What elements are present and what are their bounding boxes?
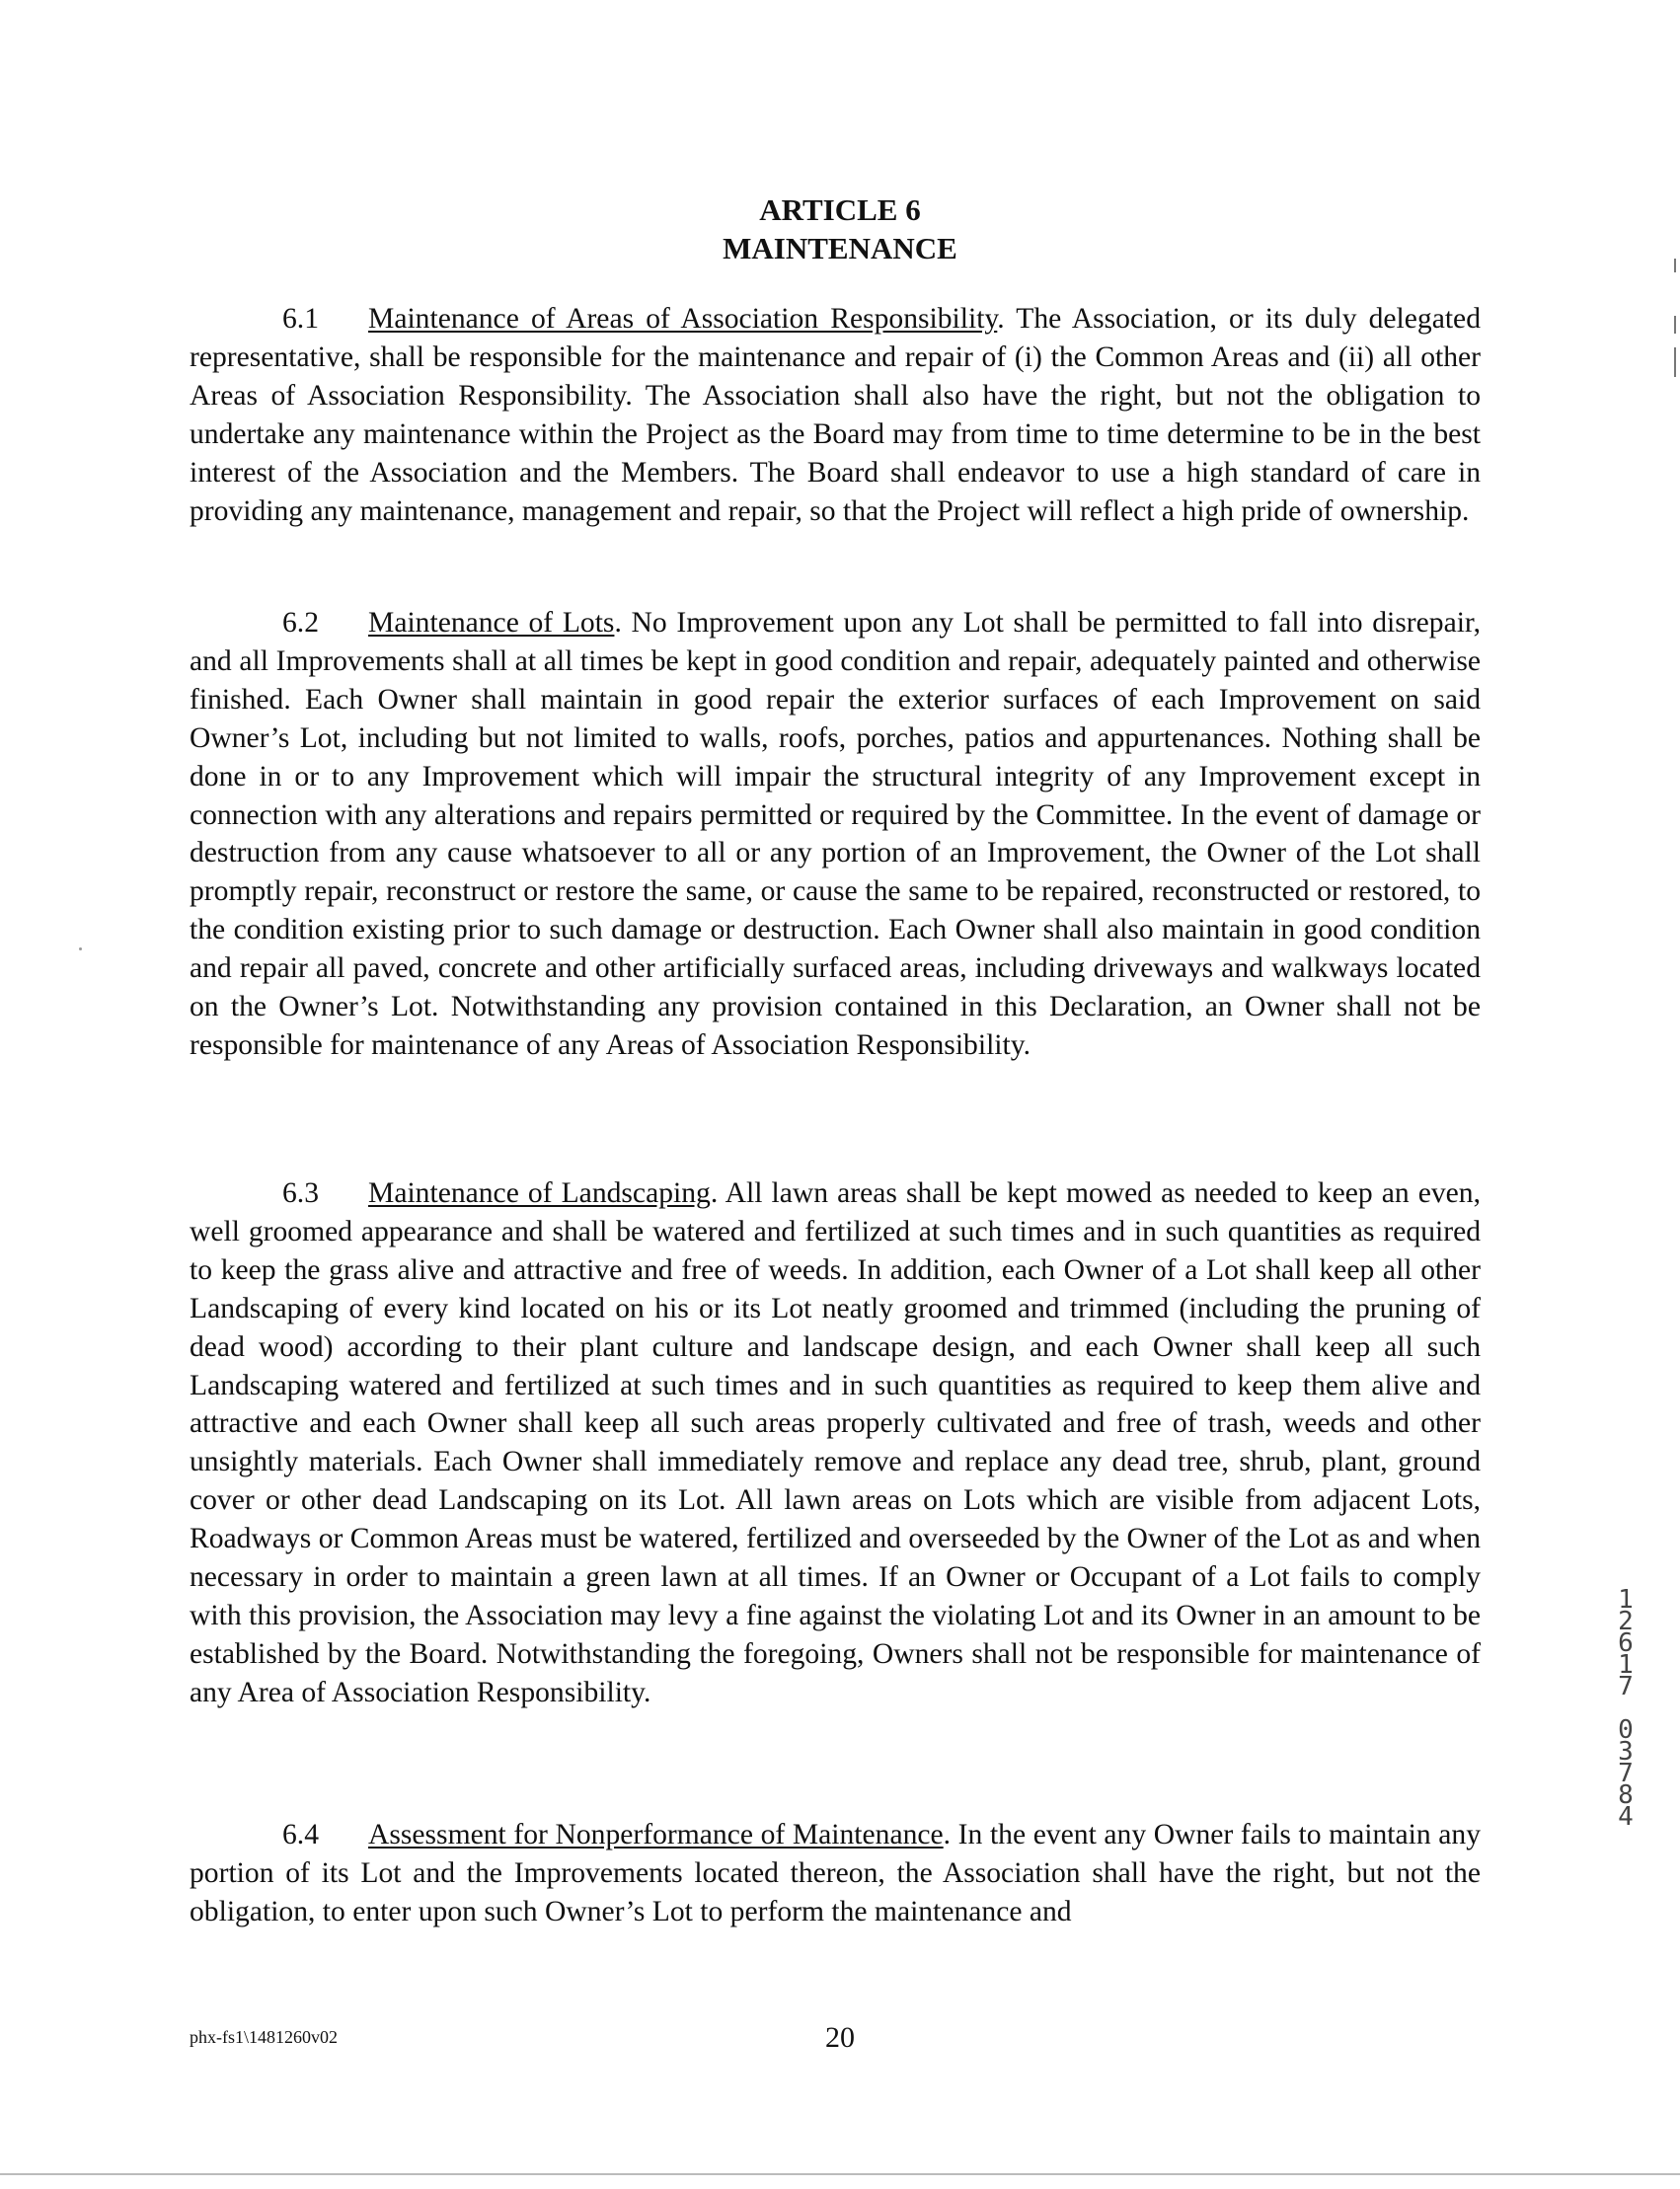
section-6-2 <box>190 604 1481 1065</box>
article-number: ARTICLE 6 <box>759 192 921 227</box>
stamp-digit: 3 <box>1618 1737 1634 1767</box>
section-number: 6.2 <box>282 607 319 639</box>
page-number: 20 <box>825 2021 855 2054</box>
stamp-digit: 7 <box>1618 1759 1634 1788</box>
scan-bottom-edge <box>0 2173 1680 2175</box>
section-6-4 <box>190 1816 1481 1931</box>
scan-speck <box>79 947 82 950</box>
section-text: . All lawn areas shall be kept mowed as needed to keep an even, well groomed appearance and shall be watered and fertilized at such times and in such quantities as required to keep the grass alive and attractive and free of weeds. In addition, each Owner of a Lot shall keep all other Landscaping of every kind located on his or its Lot neatly groomed and trimmed (including the pruning of dead wood) according to their plant culture and landscape design, and each Owner shall keep all such Landscaping watered and fertilized at such times and in such quantities as required to keep them alive and attractive and each Owner shall keep all such areas properly cultivated and free of trash, weeds and other unsightly materials. Each Owner shall immediately remove and replace any dead tree, shrub, plant, ground cover or other dead Landscaping on its Lot. All lawn areas on Lots which are visible from adjacent Lots, Roadways or Common Areas must be watered, fertilized and overseeded by the Owner of the Lot as and when necessary in order to maintain a green lawn at all times. If an Owner or Occupant of a Lot fails to comply with this provision, the Association may levy a fine against the violating Lot and its Owner in an amount to be established by the Board. Notwithstanding the foregoing, Owners shall not be responsible for maintenance of any Area of Association Responsibility. <box>190 1177 1482 1708</box>
stamp-digit: 8 <box>1618 1780 1634 1810</box>
stamp-digit: 6 <box>1618 1628 1634 1658</box>
scan-edge-mark <box>1674 347 1676 377</box>
document-id: phx-fs1\1481260v02 <box>190 2027 338 2047</box>
section-text: . In the event any Owner fails to maintain any portion of its Lot and the Improvements located thereon, the Association shall have the right, but not the obligation, to enter upon such Owner’s Lot to perform the maintenance and <box>190 1819 1481 1927</box>
scan-edge-mark <box>1674 316 1676 334</box>
section-caption: Assessment for Nonperformance of Maintenance <box>368 1819 944 1850</box>
section-number: 6.4 <box>282 1819 319 1850</box>
section-text: . No Improvement upon any Lot shall be permitted to fall into disrepair, and all Improvements shall at all times be kept in good condition and repair, adequately painted and otherwise finished. Each Owner shall maintain in good repair the exterior surfaces of each Improvement on said Owner’s Lot, including but not limited to walls, roofs, porches, patios and appurtenances. Nothing shall be done in or to any Improvement which will impair the structural integrity of any Improvement except in connection with any alterations and repairs permitted or required by the Committee. In the event of damage or destruction from any cause whatsoever to all or any portion of an Improvement, the Owner of the Lot shall promptly repair, reconstruct or restore the same, or cause the same to be repaired, reconstructed or restored, to the condition existing prior to such damage or destruction. Each Owner shall also maintain in good condition and repair all paved, concrete and other artificially surfaced areas, including driveways and walkways located on the Owner’s Lot. Notwithstanding any provision contained in this Declaration, an Owner shall not be responsible for maintenance of any Areas of Association Responsibility. <box>190 607 1481 1061</box>
stamp-digit: 2 <box>1618 1607 1634 1636</box>
article-title: MAINTENANCE <box>723 231 957 265</box>
stamp-digit: 1 <box>1618 1585 1634 1615</box>
section-caption: Maintenance of Lots <box>368 607 615 639</box>
stamp-digit: 0 <box>1618 1715 1634 1745</box>
section-number: 6.1 <box>282 303 319 335</box>
section-caption: Maintenance of Landscaping <box>368 1177 711 1209</box>
section-6-1 <box>190 300 1481 530</box>
stamp-digit: 7 <box>1618 1672 1634 1701</box>
stamp-digit: 1 <box>1618 1650 1634 1680</box>
stamp-digit: 4 <box>1618 1802 1634 1832</box>
section-caption: Maintenance of Areas of Association Responsibility <box>368 303 998 335</box>
section-number: 6.3 <box>282 1177 319 1209</box>
section-text: . The Association, or its duly delegated representative, shall be responsible for the maintenance and repair of (i) the Common Areas and (ii) all other Areas of Association Responsibility. The Association shall also have the right, but not the obligation to undertake any maintenance within the Project as the Board may from time to time determine to be in the best interest of the Association and the Members. The Board shall endeavor to use a high standard of care in providing any maintenance, management and repair, so that the Project will reflect a high pride of ownership. <box>190 303 1481 527</box>
recording-stamp <box>1615 1585 1637 1832</box>
section-6-3 <box>190 1174 1481 1712</box>
scan-edge-mark <box>1674 259 1676 272</box>
